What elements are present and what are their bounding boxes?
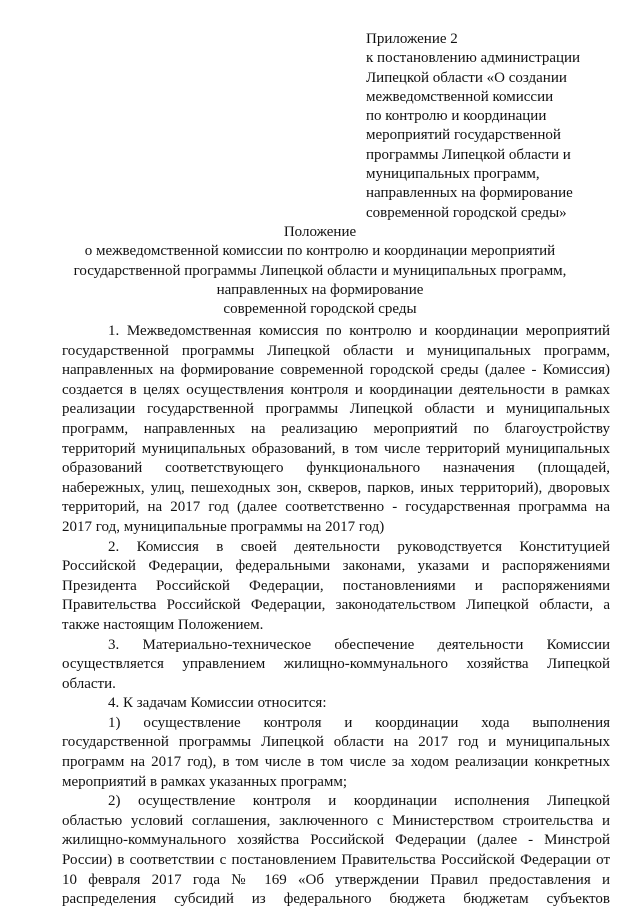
body-line: мероприятий в рамках указанных программ;	[62, 773, 348, 790]
appendix-line: межведомственной комиссии	[366, 88, 554, 105]
body-line: 2017 год, муниципальные программы на 2017 год)	[62, 518, 385, 535]
body-line: жилищно-коммунального хозяйства Российской Федерации (далее - Минстрой	[62, 832, 610, 849]
body-line: распределения субсидий из федерального бюджета бюджетам субъектов	[62, 891, 610, 908]
body-line: реализации государственной программы Липецкой области и муниципальных	[62, 401, 610, 418]
appendix-line: мероприятий государственной	[366, 127, 561, 144]
title-line: направленных на формирование	[216, 281, 424, 298]
document-body	[62, 322, 610, 910]
body-line: 2) осуществление контроля и координации исполнения Липецкой	[108, 793, 610, 810]
body-line: России) в соответствии с постановлением Правительства Российской Федерации от	[62, 852, 610, 869]
appendix-line: к постановлению администрации	[366, 50, 581, 67]
body-line: территорий, на 2017 год (далее соответственно - государственная программа на	[62, 499, 610, 516]
body-line: Правительства Российской Федерации, законодательством Липецкой области, а	[62, 597, 610, 614]
appendix-line: по контролю и координации	[366, 108, 547, 125]
body-line: 1. Межведомственная комиссия по контролю и координации мероприятий	[108, 323, 610, 339]
title-line: государственной программы Липецкой области и муниципальных программ,	[73, 262, 567, 279]
body-line: программ на 2017 год), в том числе в том числе за ходом реализации конкретных	[62, 754, 610, 771]
appendix-line: Липецкой области «О создании	[366, 69, 567, 86]
body-line: государственной программы Липецкой области и муниципальных программ,	[62, 342, 610, 359]
body-line: 1) осуществление контроля и координации хода выполнения	[108, 714, 610, 731]
body-line: набережных, улиц, пешеходных зон, скверов, парков, иных территорий), дворовых	[62, 479, 610, 496]
body-line: Российской Федерации, федеральными законами, указами и распоряжениями	[62, 558, 610, 575]
appendix-line: программы Липецкой области и	[366, 146, 571, 163]
title-line: Положение	[283, 224, 357, 240]
appendix-line: Приложение 2	[366, 31, 458, 47]
appendix-line: направленных на формирование	[366, 185, 573, 202]
body-line: направленных на формирование современной городской среды (далее - Комиссия)	[62, 362, 610, 379]
body-line: 3. Материально-техническое обеспечение деятельности Комиссии	[108, 636, 610, 653]
body-line: образований соответствующего функционального назначения (площадей,	[62, 460, 610, 477]
document-title	[40, 223, 600, 319]
appendix-header	[366, 30, 628, 223]
body-line: Президента Российской Федерации, постановлениями и распоряжениями	[62, 577, 610, 594]
body-line: осуществляется управлением жилищно-коммунального хозяйства Липецкой	[62, 656, 610, 673]
body-line: 2. Комиссия в своей деятельности руководствуется Конституцией	[108, 538, 610, 555]
appendix-line: современной городской среды»	[366, 204, 567, 221]
body-line: области.	[62, 675, 116, 692]
appendix-line: муниципальных программ,	[366, 166, 540, 183]
body-line: государственной программы Липецкой области на 2017 год и муниципальных	[62, 734, 610, 751]
body-line: территорий муниципальных образований, в том числе территорий муниципальных	[62, 440, 610, 457]
body-line: программ, направленных на реализацию мероприятий по благоустройству	[62, 420, 610, 437]
body-line: также настоящим Положением.	[62, 616, 264, 633]
body-line: создается в целях осуществления контроля и координации деятельности в рамках	[62, 381, 610, 398]
title-line: современной городской среды	[223, 301, 417, 318]
body-line: 10 февраля 2017 года № 169 «Об утверждении Правил предоставления и	[62, 871, 610, 888]
body-line: 4. К задачам Комиссии относится:	[108, 695, 327, 712]
body-line: областью условий соглашения, заключенного с Министерством строительства и	[62, 812, 610, 829]
title-line: о межведомственной комиссии по контролю и координации мероприятий	[84, 243, 556, 260]
